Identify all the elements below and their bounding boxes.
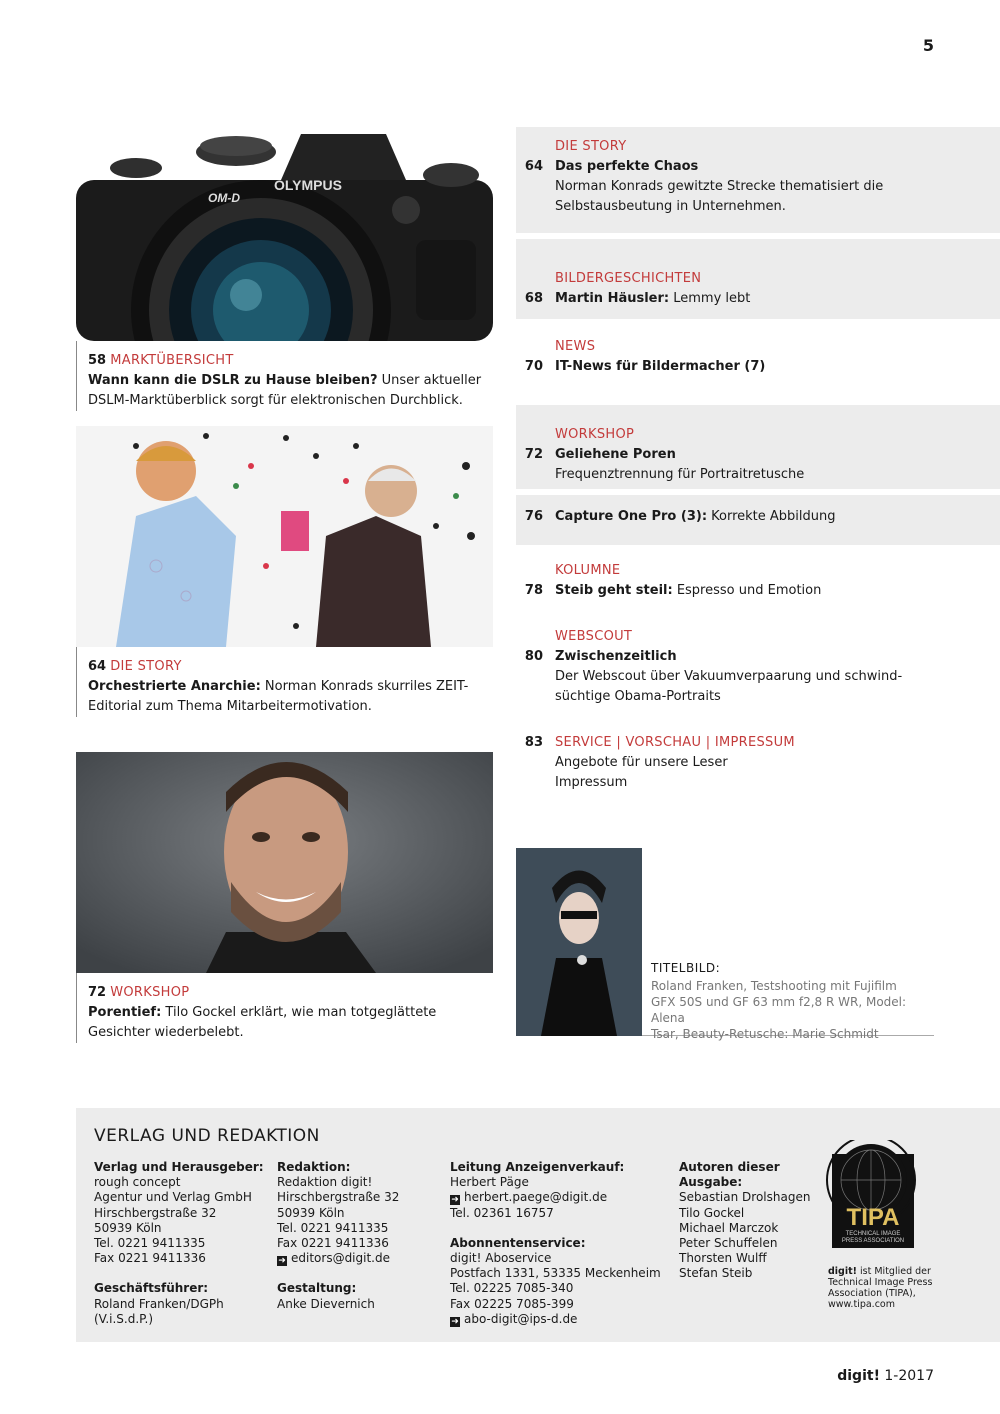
imprint-heading: Abonnentenservice: (450, 1235, 586, 1250)
feature-caption (76, 341, 493, 411)
imprint-heading: Gestaltung: (277, 1281, 357, 1296)
tipa-note-brand: digit! (828, 1266, 857, 1277)
imprint-line: Hirschbergstraße 32 (94, 1205, 217, 1220)
arrow-right-icon: ➜ (451, 1316, 459, 1327)
toc-page: 72 (524, 447, 543, 462)
toc-entry-workshop[interactable] (516, 405, 1000, 489)
story-illustration (76, 426, 493, 647)
feature-section: MARKTÜBERSICHT (110, 353, 234, 368)
toc-page: 64 (524, 159, 543, 174)
toc-entry-webscout[interactable] (516, 627, 1000, 727)
toc-desc: Impressum (555, 775, 628, 790)
feature-headline: Porentief: (88, 1005, 162, 1020)
arrow-right-icon: ➜ (278, 1256, 286, 1267)
feature-story[interactable] (76, 426, 493, 717)
cover-credit-text (651, 960, 931, 1042)
cover-credit-line: Roland Franken, Testshooting mit Fujifilm (651, 979, 897, 993)
camera-model-label: OM-D (208, 191, 240, 205)
toc-section: KOLUMNE (555, 563, 621, 578)
page-footer (837, 1368, 934, 1384)
toc-page: 80 (524, 649, 543, 664)
imprint-email-link[interactable] (450, 1312, 661, 1327)
imprint-heading: Redaktion: (277, 1160, 351, 1174)
tipa-note-text: ist Mitglied der Technical Image Press Association (TIPA), www.tipa.com (828, 1266, 933, 1310)
feature-caption (76, 973, 493, 1043)
page-number: 5 (922, 36, 934, 55)
imprint-line: Peter Schuffelen (679, 1236, 778, 1251)
feature-workshop[interactable] (76, 752, 493, 1043)
imprint-line: Roland Franken/DGPh (94, 1296, 224, 1311)
toc-desc: Norman Konrads gewitzte Strecke thematisiert die Selbstausbeutung in Unternehmen. (555, 179, 884, 214)
imprint-heading: Autoren dieser (679, 1160, 780, 1174)
cover-illustration (516, 848, 642, 1036)
cover-thumbnail[interactable] (516, 848, 642, 1036)
toc-page: 68 (524, 291, 543, 306)
imprint-panel (76, 1108, 1000, 1342)
email-text: abo-digit@ips-d.de (464, 1311, 578, 1326)
cover-credit-heading: TITELBILD: (651, 961, 721, 975)
toc-section: WORKSHOP (555, 427, 635, 442)
imprint-line: Fax 02225 7085-399 (450, 1296, 574, 1311)
imprint-line: 50939 Köln (94, 1220, 162, 1235)
imprint-line: Michael Marczok (679, 1220, 779, 1235)
toc-section: BILDERGESCHICHTEN (555, 271, 702, 286)
toc-page: 83 (524, 735, 543, 750)
feature-page-number: 64 (88, 659, 107, 674)
toc-title: Zwischenzeitlich (555, 649, 677, 664)
toc-entry-story[interactable] (516, 127, 1000, 233)
toc-page: 76 (524, 509, 543, 524)
toc-entry-kolumne[interactable] (516, 561, 1000, 621)
toc-section: WEBSCOUT (555, 629, 633, 644)
toc-title: Capture One Pro (3): (555, 509, 708, 524)
tipa-logo-sub1: TECHNICAL IMAGE (845, 1231, 901, 1237)
imprint-line: Tilo Gockel (679, 1205, 745, 1220)
imprint-line: (V.i.S.d.P.) (94, 1311, 154, 1326)
cover-credit-line: Tsar, Beauty-Retusche: Marie Schmidt (651, 1027, 879, 1041)
toc-desc: Der Webscout über Vakuumverpaarung und schwind- (555, 669, 903, 684)
imprint-line: Sebastian Drolshagen (679, 1190, 811, 1205)
tipa-logo-text: TIPA (846, 1204, 900, 1231)
imprint-line: Tel. 02361 16757 (450, 1205, 554, 1220)
toc-title: IT-News für Bildermacher (7) (555, 359, 766, 374)
toc-page: 78 (524, 583, 543, 598)
feature-section: WORKSHOP (110, 985, 190, 1000)
imprint-line: Thorsten Wulff (679, 1251, 767, 1266)
imprint-heading: Verlag und Herausgeber: (94, 1160, 264, 1174)
workshop-illustration (76, 752, 493, 973)
imprint-line: Tel. 0221 9411335 (277, 1220, 389, 1235)
footer-brand: digit! (837, 1368, 880, 1384)
footer-issue: 1-2017 (879, 1368, 934, 1384)
cover-credit-line: GFX 50S und GF 63 mm f2,8 R WR, Model: Alena (651, 995, 907, 1025)
toc-page: 70 (524, 359, 543, 374)
camera-brand-label: OLYMPUS (274, 177, 342, 193)
toc-title: Steib geht steil: (555, 583, 673, 598)
imprint-heading: Geschäftsführer: (94, 1281, 209, 1296)
imprint-title: VERLAG UND REDAKTION (94, 1126, 320, 1146)
imprint-line: Tel. 02225 7085-340 (450, 1281, 574, 1296)
toc-entry-bildergeschichten[interactable] (516, 239, 1000, 319)
toc-title: Das perfekte Chaos (555, 159, 699, 174)
feature-text: Norman Konrads skurriles ZEIT-Editorial zum Thema Mitarbeitermotivation. (88, 679, 469, 714)
toc-desc: Angebote für unsere Leser (555, 755, 728, 770)
table-of-contents (516, 127, 1000, 809)
imprint-line: rough concept (94, 1175, 181, 1190)
imprint-line: Agentur und Verlag GmbH (94, 1190, 252, 1205)
feature-text: Unser aktueller DSLM-Marktüberblick sorgt für elektronischen Durchblick. (88, 373, 482, 408)
imprint-col-editorial (277, 1160, 399, 1312)
imprint-line: Fax 0221 9411336 (94, 1251, 206, 1266)
imprint-line: Herbert Päge (450, 1175, 529, 1190)
email-text: herbert.paege@digit.de (464, 1190, 608, 1205)
toc-title: Martin Häusler: (555, 291, 670, 306)
feature-camera[interactable] (76, 120, 493, 411)
toc-desc: Espresso und Emotion (672, 583, 822, 598)
imprint-line: Redaktion digit! (277, 1175, 373, 1190)
toc-entry-capture-one[interactable] (516, 495, 1000, 545)
tipa-logo-sub2: PRESS ASSOCIATION (841, 1238, 905, 1244)
workshop-photo (76, 752, 493, 973)
feature-section: DIE STORY (110, 659, 182, 674)
imprint-line: 50939 Köln (277, 1205, 345, 1220)
toc-desc: Frequenztrennung für Portraitretusche (555, 467, 805, 482)
email-text: editors@digit.de (291, 1251, 390, 1266)
imprint-heading: Ausgabe: (679, 1175, 743, 1190)
camera-illustration (76, 120, 493, 341)
imprint-line: Stefan Steib (679, 1266, 753, 1281)
toc-desc: süchtige Obama-Portraits (555, 689, 721, 704)
arrow-right-icon: ➜ (451, 1195, 459, 1206)
toc-desc: Lemmy lebt (669, 291, 751, 306)
tipa-note (828, 1266, 948, 1310)
toc-desc: Korrekte Abbildung (707, 509, 836, 524)
cover-credit (516, 848, 934, 1041)
toc-entry-news[interactable] (516, 325, 1000, 399)
imprint-line: Hirschbergstraße 32 (277, 1190, 400, 1205)
feature-text: Tilo Gockel erklärt, wie man totgeglättete Gesichter wiederbelebt. (88, 1005, 437, 1040)
story-photo (76, 426, 493, 647)
toc-entry-service[interactable] (516, 733, 1000, 803)
camera-photo (76, 120, 493, 341)
imprint-line: Postfach 1331, 53335 Meckenheim (450, 1266, 661, 1281)
tipa-logo-graphic (824, 1140, 918, 1250)
imprint-col-ads (450, 1160, 661, 1327)
imprint-heading: Leitung Anzeigenverkauf: (450, 1160, 625, 1174)
imprint-line: digit! Aboservice (450, 1251, 552, 1266)
feature-page-number: 58 (88, 353, 107, 368)
feature-headline: Wann kann die DSLR zu Hause bleiben? (88, 373, 378, 388)
imprint-email-link[interactable] (277, 1251, 399, 1266)
feature-caption (76, 647, 493, 717)
imprint-line: Anke Dievernich (277, 1296, 375, 1311)
imprint-email-link[interactable] (450, 1190, 661, 1205)
feature-page-number: 72 (88, 985, 107, 1000)
tipa-logo (824, 1140, 918, 1250)
imprint-line: Fax 0221 9411336 (277, 1236, 389, 1251)
feature-headline: Orchestrierte Anarchie: (88, 679, 261, 694)
imprint-col-publisher (94, 1160, 264, 1327)
toc-section: DIE STORY (555, 139, 627, 154)
toc-section: NEWS (555, 339, 596, 354)
imprint-col-authors (679, 1160, 810, 1282)
toc-section: SERVICE | VORSCHAU | IMPRESSUM (555, 735, 795, 750)
toc-title: Geliehene Poren (555, 447, 676, 462)
imprint-line: Tel. 0221 9411335 (94, 1236, 206, 1251)
